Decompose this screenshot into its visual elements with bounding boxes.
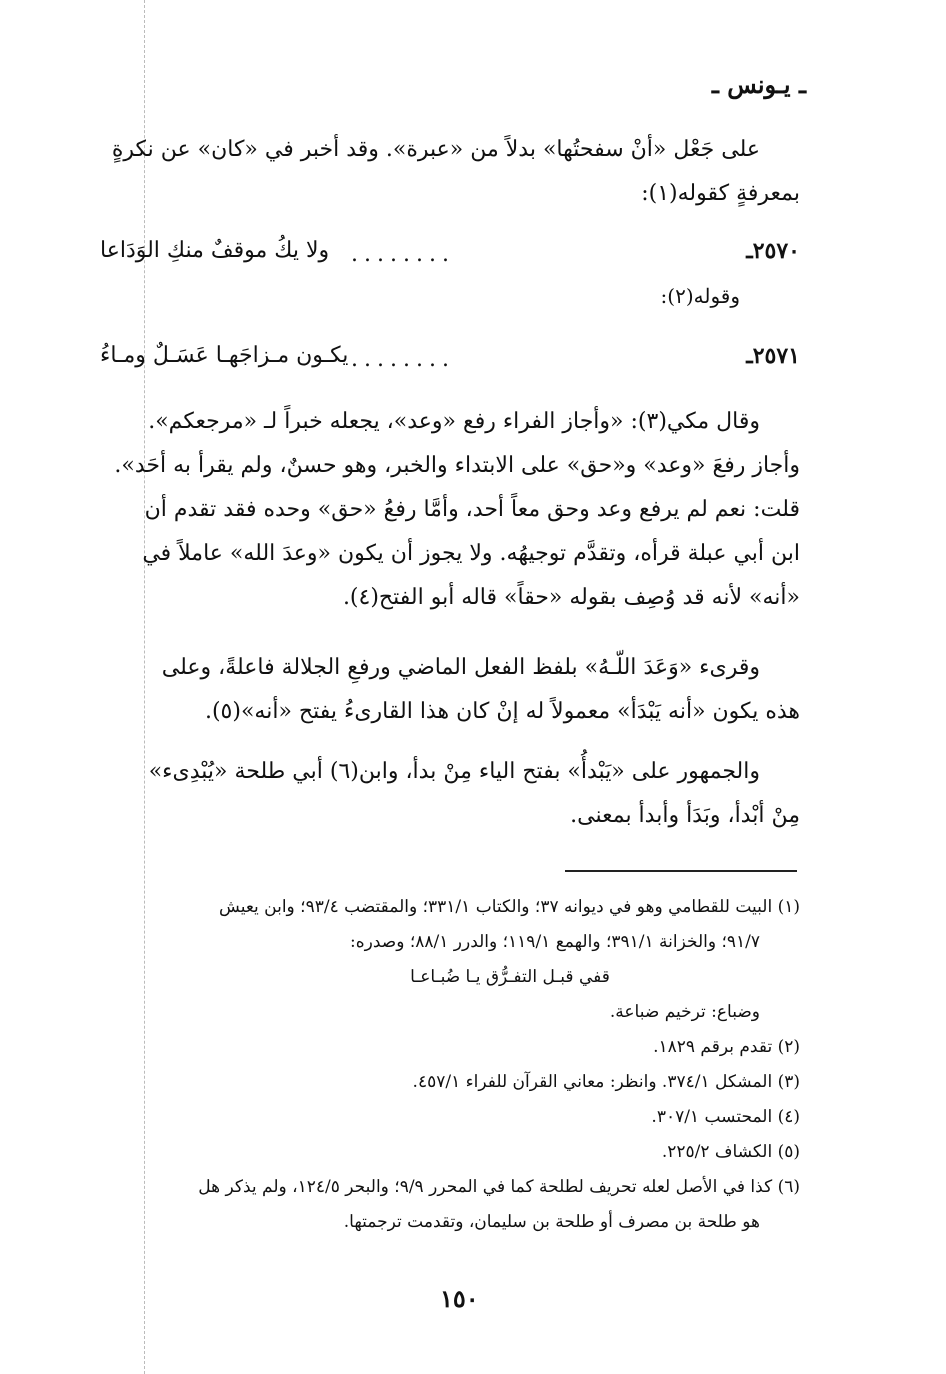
- footnote-1-verse: قفي قبـل التفـرُّق يـا ضُبـاعـا: [410, 967, 610, 987]
- verse-2571: [100, 343, 800, 383]
- page-number: ١٥٠: [440, 1284, 479, 1313]
- footnote-2: (٢) تقدم برقم ١٨٢٩.: [653, 1037, 800, 1057]
- paragraph-2-line: «أنه» لأنه قد وُصِف بقوله «حقاً» قاله أبو الفتح(٤).: [342, 585, 800, 610]
- paragraph-3-line: وقرىء «وَعَدَ اللّـهُ» بلفظ الفعل الماضي ورفعِ الجلالة فاعلةً، وعلى: [161, 655, 760, 680]
- paragraph-2-line: وقال مكي(٣): «وأجاز الفراء رفع «وعد»، يجعله خبراً لـ «مرجعكم».: [148, 409, 760, 434]
- paragraph-3-line: هذه يكون «أنه يَبْدَأ» معمولاً له إنْ كان هذا القارىءُ يفتح «أنه»(٥).: [204, 699, 800, 724]
- paragraph-2-line: قلت: نعم لم يرفع وعد وحق معاً أحد، وأمَّا رفعُ «حق» وحده فقد تقدم أن: [144, 497, 800, 522]
- footnote-6-line-1: (٦) كذا في الأصل لعله تحريف لطلحة كما في المحرر ٩/٩؛ والبحر ١٢٤/٥، ولم يذكر هل: [198, 1177, 800, 1197]
- paragraph-1: [100, 128, 800, 216]
- verse-intro: وقوله(٢):: [660, 284, 740, 308]
- paragraph-4-line: والجمهور على «يَبْدأُ» بفتح الياء مِنْ بدأ، وابن(٦) أبي طلحة «يُبْدِىء»: [148, 759, 760, 784]
- paragraph-1-line-1: على جَعْل «أنْ سفحتُها» بدلاً من «عبرة». وقد أخبر في «كان» عن نكرةٍ: [111, 137, 760, 162]
- verse-text: ولا يكُ موقفٌ منكِ الوَدَاعا: [100, 238, 330, 263]
- footnote-1-line-2: ٩١/٧؛ والخزانة ٣٩١/١؛ والهمع ١١٩/١؛ والدرر ٨٨/١؛ وصدره:: [350, 932, 760, 952]
- paragraph-4: [100, 750, 800, 838]
- verse-number: ٢٥٧١ـ: [746, 343, 800, 369]
- paragraph-2-line: ابن أبي عبلة قرأه، وتقدَّم توجيهُه. ولا يجوز أن يكون «وعدَ الله» عاملاً في: [142, 541, 800, 566]
- paragraph-2-line: وأجاز رفعَ «وعد» و«حق» على الابتداء والخبر، وهو حسنٌ، ولم يقرأ به أحَد».: [114, 453, 800, 478]
- footnote-5: (٥) الكشاف ٢٢٥/٢.: [661, 1142, 800, 1162]
- footnote-divider: [565, 870, 797, 872]
- running-header: ـ يـونس ـ: [711, 70, 806, 99]
- verse-2570: [100, 238, 800, 278]
- verse-dots: ........: [351, 347, 455, 372]
- paragraph-3: [100, 646, 800, 734]
- verse-dots: ........: [351, 242, 455, 267]
- verse-text: يكـون مـزاجَهـا عَسَـلٌ ومـاءُ: [100, 343, 349, 368]
- footnote-1-line-1: (١) البيت للقطامي وهو في ديوانه ٣٧؛ والكتاب ٣٣١/١؛ والمقتضب ٩٣/٤؛ وابن يعيش: [219, 897, 800, 917]
- footnotes: [100, 890, 800, 1240]
- verse-number: ٢٥٧٠ـ: [746, 238, 800, 264]
- footnote-3: (٣) المشكل ٣٧٤/١. وانظر: معاني القرآن للفراء ٤٥٧/١.: [412, 1072, 800, 1092]
- paragraph-1-line-2: بمعرفةٍ كقوله(١):: [641, 181, 800, 206]
- footnote-6-line-2: هو طلحة بن مصرف أو طلحة بن سليمان، وتقدمت ترجمتها.: [343, 1212, 760, 1232]
- footnote-1-line-4: وضباع: ترخيم ضباعة.: [609, 1002, 760, 1022]
- footnote-4: (٤) المحتسب ٣٠٧/١.: [651, 1107, 800, 1127]
- paragraph-2: [100, 400, 800, 620]
- paragraph-4-line: مِنْ أبْدأ، وبَدَأ وأبدأ بمعنى.: [570, 803, 800, 828]
